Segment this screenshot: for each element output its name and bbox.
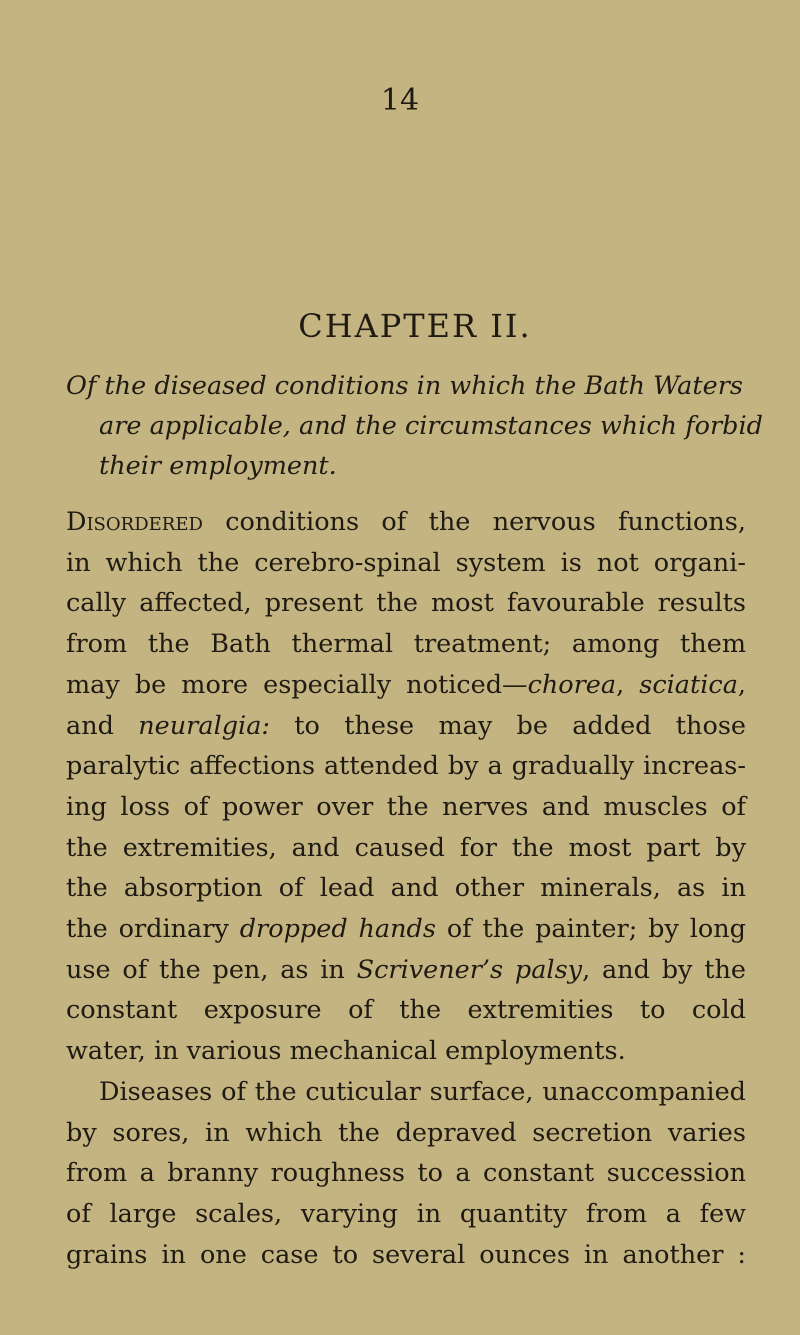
italic-term: dropped hands bbox=[239, 914, 436, 945]
chapter-title: CHAPTER II. bbox=[298, 307, 532, 345]
text-run: , and by the bbox=[582, 954, 746, 985]
paragraph-1-line bbox=[66, 502, 746, 543]
italic-term: neuralgia: bbox=[138, 710, 271, 741]
paragraph-1-line: ing loss of power over the nerves and muscles of bbox=[66, 791, 746, 822]
drop-word: Disordered bbox=[66, 507, 203, 537]
paragraph-1-line bbox=[66, 950, 746, 991]
text-run: conditions of the nervous functions, bbox=[202, 507, 746, 537]
paragraph-1-line: paralytic affections attended by a gradually increas- bbox=[66, 751, 746, 782]
paragraph-2-line: Diseases of the cuticular surface, unaccompanied bbox=[99, 1076, 746, 1107]
paragraph-1-line: from the Bath thermal treatment; among them bbox=[66, 629, 746, 660]
paragraph-1-line bbox=[66, 706, 746, 747]
paragraph-1-line bbox=[66, 909, 746, 950]
paragraph-1-line: the extremities, and caused for the most part by bbox=[66, 832, 746, 863]
paragraph-1-line: the absorption of lead and other minerals, as in bbox=[66, 873, 746, 904]
text-run: use of the pen, as in bbox=[66, 954, 357, 985]
italic-term: Scrivener’s palsy bbox=[356, 954, 583, 985]
text-run: , bbox=[737, 669, 747, 700]
text-run: of the painter; by long bbox=[435, 914, 746, 945]
body-text bbox=[66, 502, 746, 1275]
italic-term: sciatica bbox=[639, 669, 738, 700]
paragraph-2-line: grains in one case to several ounces in another : bbox=[66, 1239, 746, 1270]
paragraph-1-line: water, in various mechanical employments. bbox=[66, 1036, 626, 1067]
subtitle-line: their employment. bbox=[99, 451, 337, 481]
paragraph-1-line: constant exposure of the extremities to cold bbox=[66, 995, 746, 1026]
paragraph-2-line: from a branny roughness to a constant succession bbox=[66, 1158, 746, 1189]
text-run: , bbox=[616, 669, 640, 700]
text-run: and bbox=[66, 710, 139, 741]
text-run: the ordinary bbox=[66, 914, 240, 945]
paragraph-1-line: in which the cerebro-spinal system is not organi- bbox=[66, 547, 746, 578]
chapter-subtitle bbox=[66, 366, 763, 486]
text-run: may be more especially noticed— bbox=[66, 669, 528, 700]
paragraph-2-line: by sores, in which the depraved secretion varies bbox=[66, 1117, 746, 1148]
italic-term: chorea bbox=[527, 669, 617, 700]
paragraph-1-line bbox=[66, 665, 746, 706]
page-number: 14 bbox=[380, 83, 420, 118]
subtitle-line: Of the diseased conditions in which the Bath Waters bbox=[66, 371, 743, 401]
text-run: to these may be added those bbox=[270, 710, 746, 741]
paragraph-2-line: of large scales, varying in quantity from a few bbox=[66, 1198, 746, 1229]
subtitle-line: are applicable, and the circumstances which forbid bbox=[99, 411, 763, 441]
paragraph-1-line: cally affected, present the most favourable results bbox=[66, 588, 746, 619]
